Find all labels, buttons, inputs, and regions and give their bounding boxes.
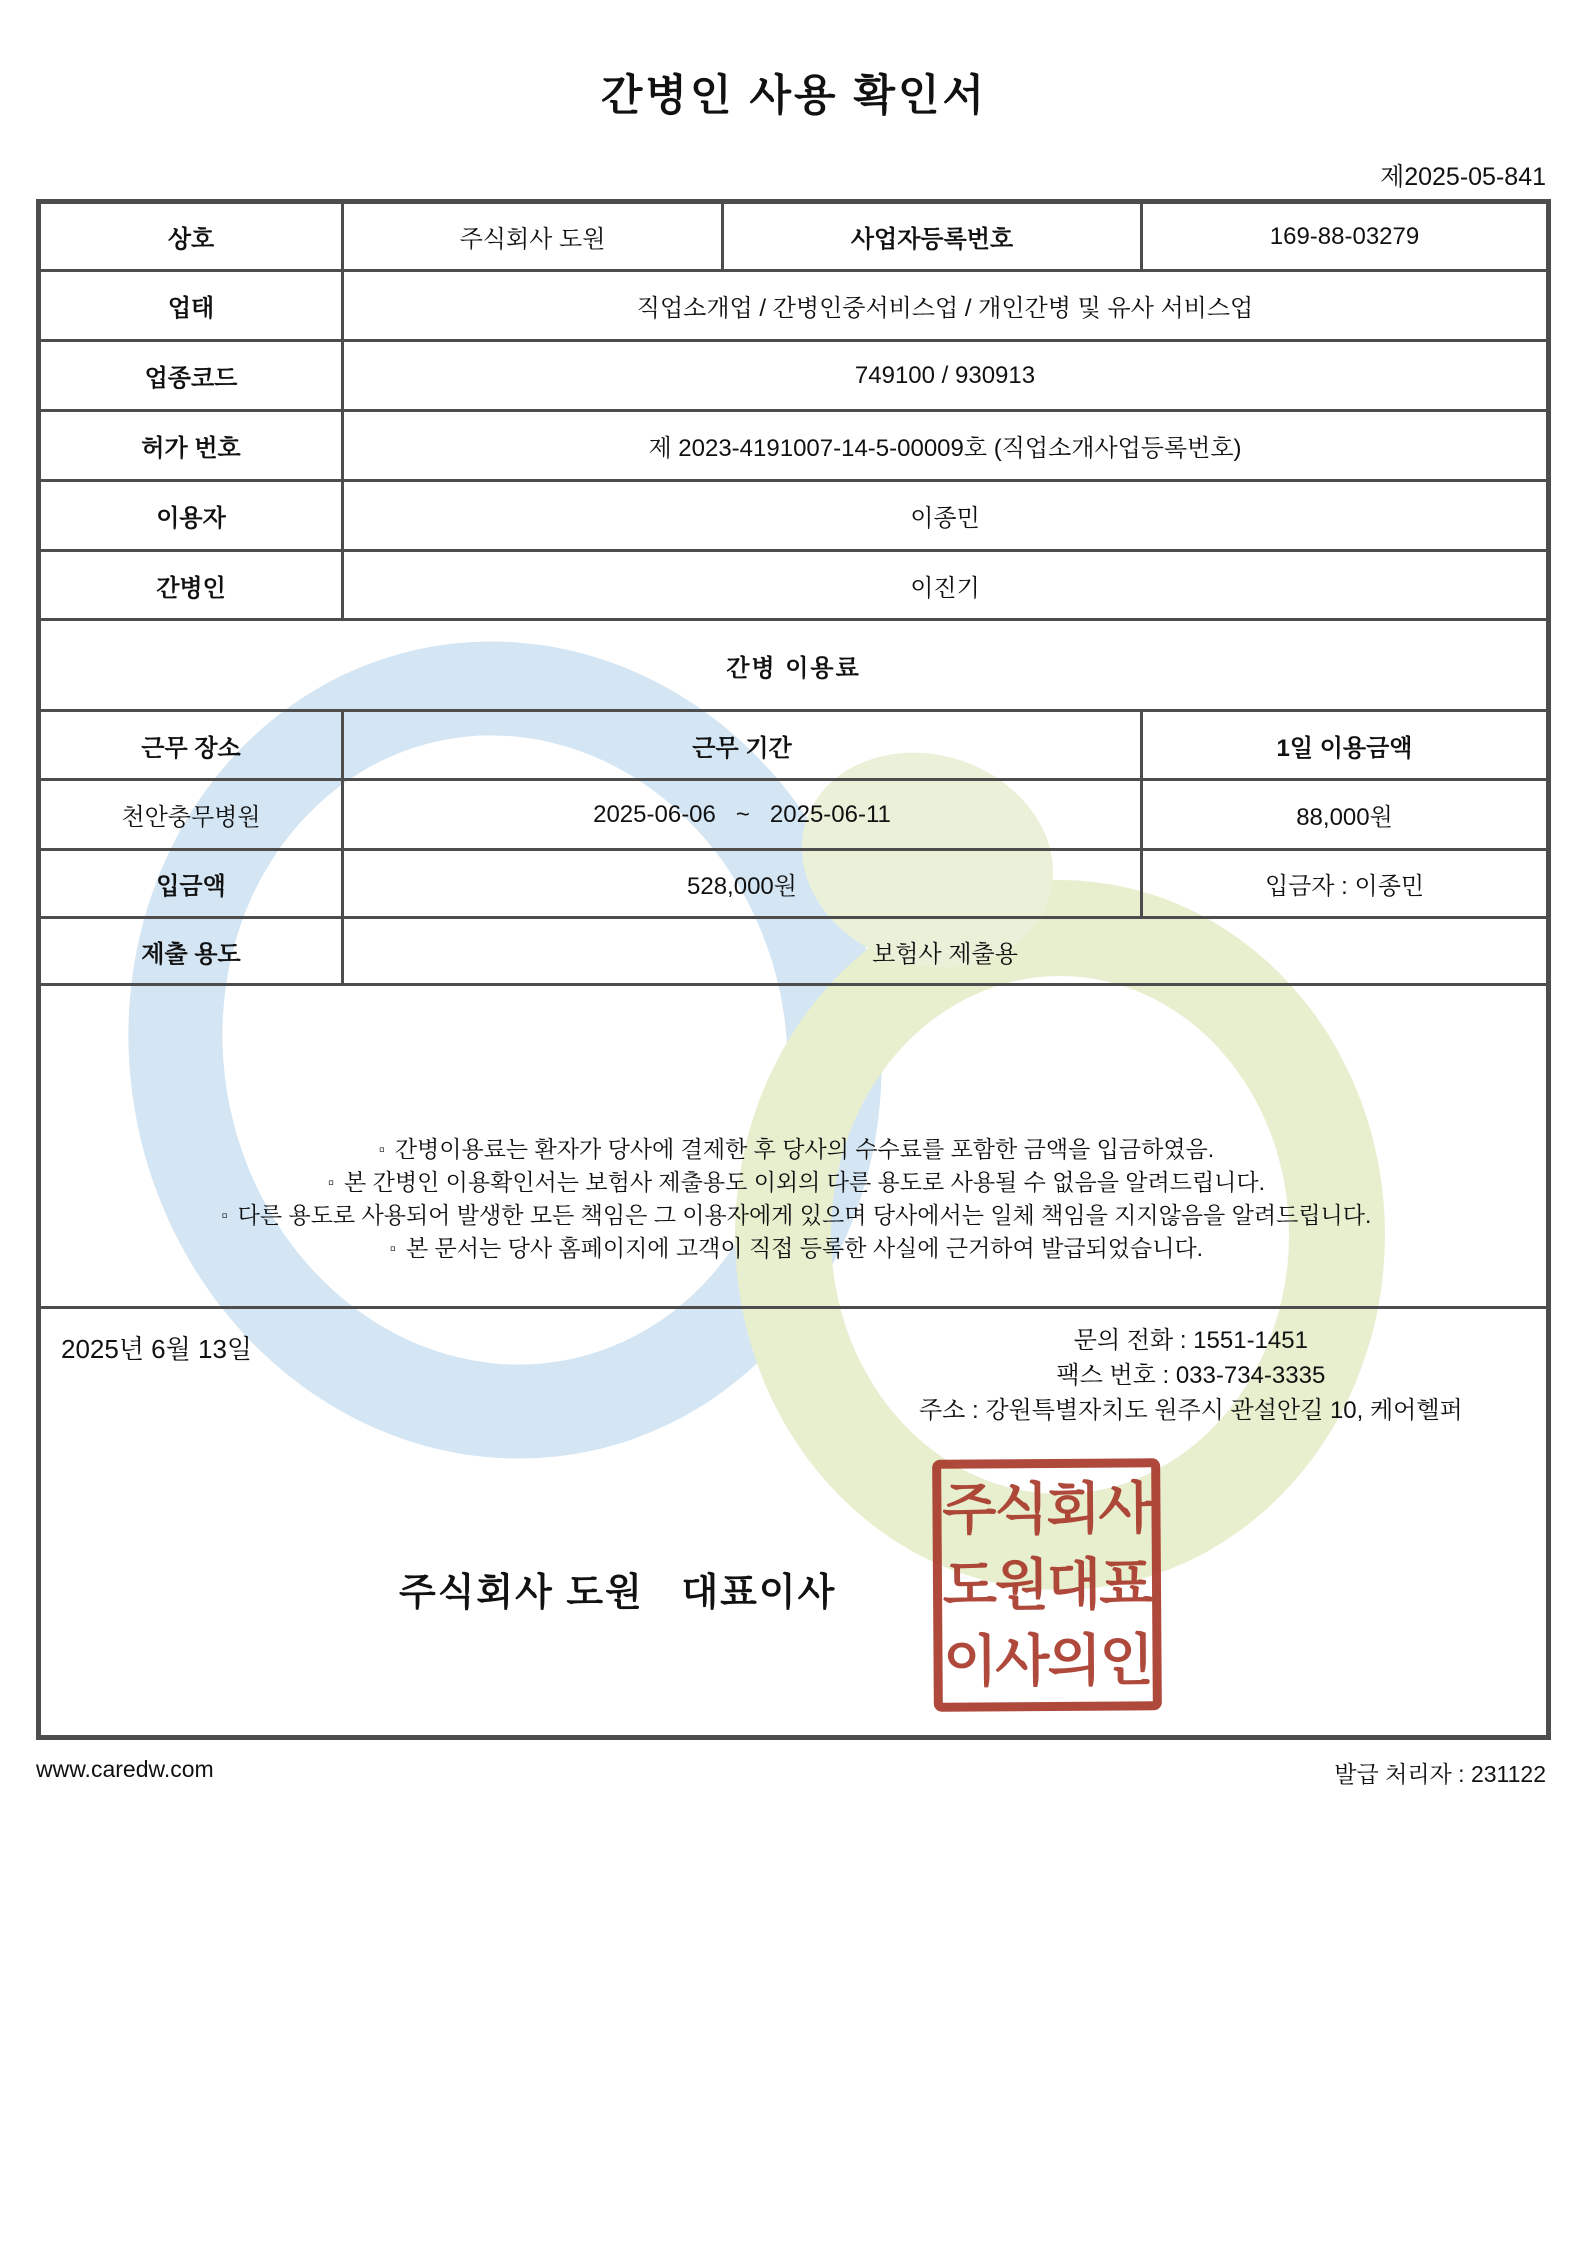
- permit-number-value: 제 2023-4191007-14-5-00009호 (직업소개사업등록번호): [343, 411, 1549, 481]
- deposit-amount: 528,000원: [343, 850, 1142, 918]
- stamp-line: 도원대표: [942, 1552, 1152, 1617]
- note-item: [67, 1199, 1526, 1232]
- note-text: 본 문서는 당사 홈페이지에 고객이 직접 등록한 사실에 근거하여 발급되었습니다.: [405, 1235, 1204, 1261]
- document-number: 제2025-05-841: [1380, 163, 1546, 191]
- caregiver-value: 이진기: [343, 551, 1549, 620]
- deposit-row: [39, 850, 1549, 918]
- notes-block: [39, 985, 1549, 1308]
- business-type-value: 직업소개업 / 간병인중서비스업 / 개인간병 및 유사 서비스업: [343, 271, 1549, 341]
- daily-fee-value: 88,000원: [1142, 780, 1549, 850]
- table-row: [39, 551, 1549, 620]
- company-name-value: 주식회사 도원: [343, 202, 723, 271]
- user-label: 이용자: [39, 481, 343, 551]
- contact-address: 주소 : 강원특별자치도 원주시 관설안길 10, 케어헬퍼: [919, 1397, 1463, 1424]
- signature-block: [39, 1308, 1549, 1738]
- user-value: 이종민: [343, 481, 1549, 551]
- table-row: [39, 481, 1549, 551]
- fee-header-row: [39, 711, 1549, 780]
- company-name-label: 상호: [39, 202, 343, 271]
- purpose-row: [39, 918, 1549, 985]
- note-text: 본 간병인 이용확인서는 보험사 제출용도 이외의 다른 용도로 사용될 수 없음을 알려드립니다.: [344, 1169, 1265, 1195]
- purpose-label: 제출 용도: [39, 918, 343, 985]
- business-type-label: 업태: [39, 271, 343, 341]
- page-footer: [36, 1756, 1546, 1789]
- bullet-icon: ▫: [378, 1140, 385, 1159]
- deposit-label: 입금액: [39, 850, 343, 918]
- work-period-header: 근무 기간: [343, 711, 1142, 780]
- contact-phone: 문의 전화 : 1551-1451: [1073, 1327, 1308, 1354]
- work-place-header: 근무 장소: [39, 711, 343, 780]
- corporate-seal-stamp: [932, 1458, 1162, 1712]
- industry-code-value: 749100 / 930913: [343, 341, 1549, 411]
- stamp-line: 주식회사: [942, 1476, 1151, 1541]
- note-item: [67, 1133, 1526, 1166]
- depositor-cell: [1142, 850, 1549, 918]
- fee-data-row: [39, 780, 1549, 850]
- contact-fax: 팩스 번호 : 033-734-3335: [1056, 1362, 1326, 1389]
- note-text: 다른 용도로 사용되어 발생한 모든 책임은 그 이용자에게 있으며 당사에서는 일체 책임을 지지않음을 알려드립니다.: [237, 1202, 1372, 1228]
- daily-fee-header: 1일 이용금액: [1142, 711, 1549, 780]
- fee-section-title: 간병 이용료: [39, 620, 1549, 711]
- depositor-name: : 이종민: [1334, 873, 1425, 900]
- website-url: www.caredw.com: [36, 1756, 214, 1782]
- business-reg-number-label: 사업자등록번호: [723, 202, 1142, 271]
- table-row: [39, 271, 1549, 341]
- note-item: [67, 1166, 1526, 1199]
- caregiver-label: 간병인: [39, 551, 343, 620]
- purpose-value: 보험사 제출용: [343, 918, 1549, 985]
- depositor-label: 입금자: [1264, 873, 1335, 900]
- fee-section-band: [39, 620, 1549, 711]
- industry-code-label: 업종코드: [39, 341, 343, 411]
- notes-row: [39, 985, 1549, 1308]
- company-signature: 주식회사 도원 대표이사: [399, 1572, 837, 1614]
- business-reg-number-value: 169-88-03279: [1142, 202, 1549, 271]
- confirmation-table: [36, 199, 1551, 1740]
- issue-date: 2025년 6월 13일: [61, 1334, 253, 1364]
- signature-row: [39, 1308, 1549, 1738]
- bullet-icon: ▫: [328, 1173, 335, 1192]
- page-title: 간병인 사용 확인서: [600, 72, 988, 120]
- contact-info: [919, 1323, 1463, 1428]
- stamp-line: 이사의인: [943, 1628, 1152, 1693]
- table-row: [39, 411, 1549, 481]
- note-text: 간병이용료는 환자가 당사에 결제한 후 당사의 수수료를 포함한 금액을 입금하였음.: [394, 1136, 1215, 1162]
- bullet-icon: ▫: [389, 1239, 396, 1258]
- issuer-id: 발급 처리자 : 231122: [1334, 1761, 1546, 1787]
- work-place-value: 천안충무병원: [39, 780, 343, 850]
- note-item: [67, 1232, 1526, 1265]
- bullet-icon: ▫: [221, 1206, 228, 1225]
- permit-number-label: 허가 번호: [39, 411, 343, 481]
- table-row: [39, 202, 1549, 271]
- work-period-value: 2025-06-06 ~ 2025-06-11: [343, 780, 1142, 850]
- table-row: [39, 341, 1549, 411]
